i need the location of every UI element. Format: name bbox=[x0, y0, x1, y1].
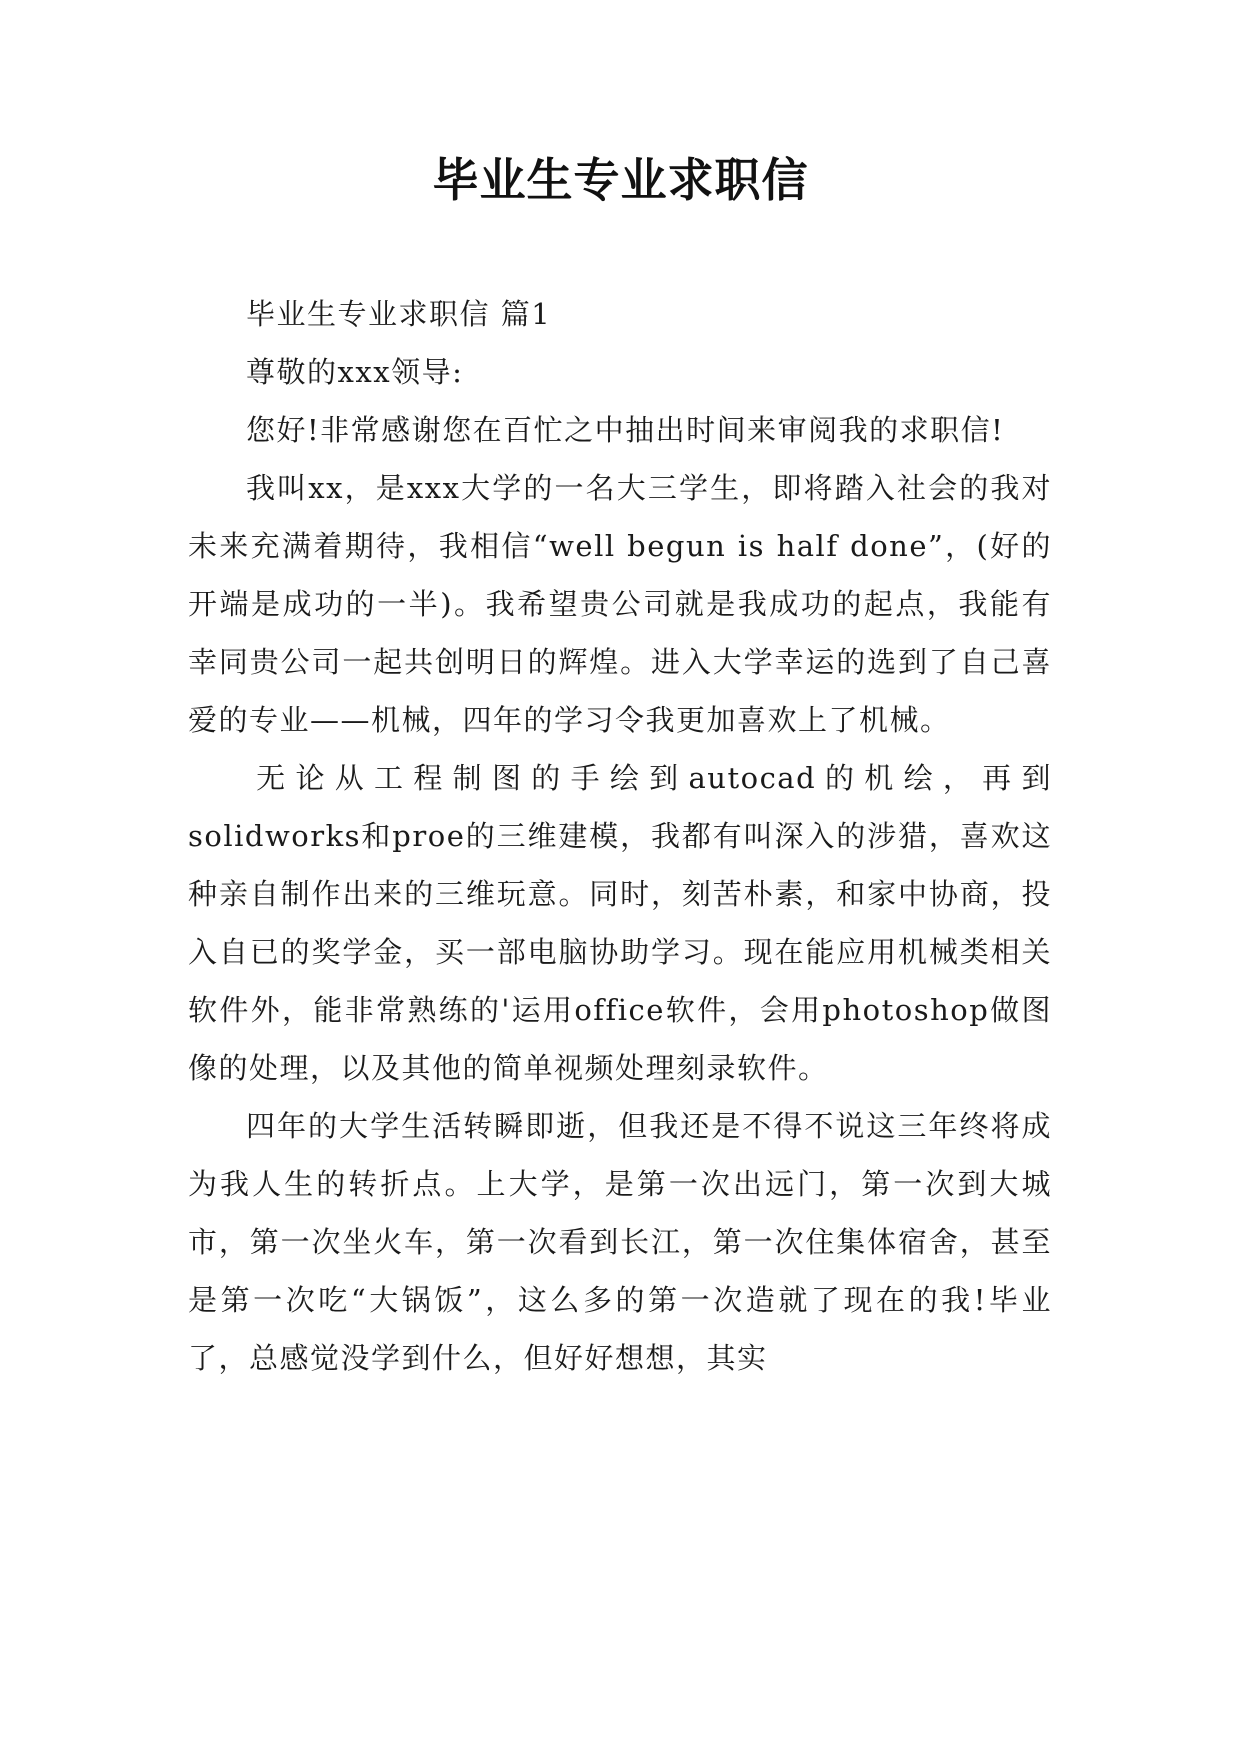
paragraph-introduction: 我叫xx，是xxx大学的一名大三学生，即将踏入社会的我对未来充满着期待，我相信“well begun is half done”，(好的开端是成功的一半)。我希望贵公司就是我成功的起点，我能有幸同贵公司一起共创明日的辉煌。进入大学幸运的选到了自己喜爱的专业——机械，四年的学习令我更加喜欢上了机械。 bbox=[188, 471, 1052, 737]
section-heading: 毕业生专业求职信 篇1 bbox=[246, 297, 552, 331]
paragraph-skills: 无论从工程制图的手绘到autocad的机绘，再到solidworks和proe的三维建模，我都有叫深入的涉猎，喜欢这种亲自制作出来的三维玩意。同时，刻苦朴素，和家中协商，投入自已的奖学金，买一部电脑协助学习。现在能应用机械类相关软件外，能非常熟练的'运用office软件，会用photoshop做图像的处理，以及其他的简单视频处理刻录软件。 bbox=[188, 761, 1052, 1085]
paragraph-university-life: 四年的大学生活转瞬即逝，但我还是不得不说这三年终将成为我人生的转折点。上大学，是第一次出远门，第一次到大城市，第一次坐火车，第一次看到长江，第一次住集体宿舍，甚至是第一次吃“大锅饭”，这么多的第一次造就了现在的我!毕业了，总感觉没学到什么，但好好想想，其实 bbox=[188, 1109, 1052, 1375]
document-body bbox=[188, 285, 1052, 1387]
document-title: 毕业生专业求职信 bbox=[432, 153, 809, 207]
paragraph-greeting: 您好!非常感谢您在百忙之中抽出时间来审阅我的求职信! bbox=[246, 413, 1005, 447]
salutation: 尊敬的xxx领导: bbox=[246, 355, 464, 389]
